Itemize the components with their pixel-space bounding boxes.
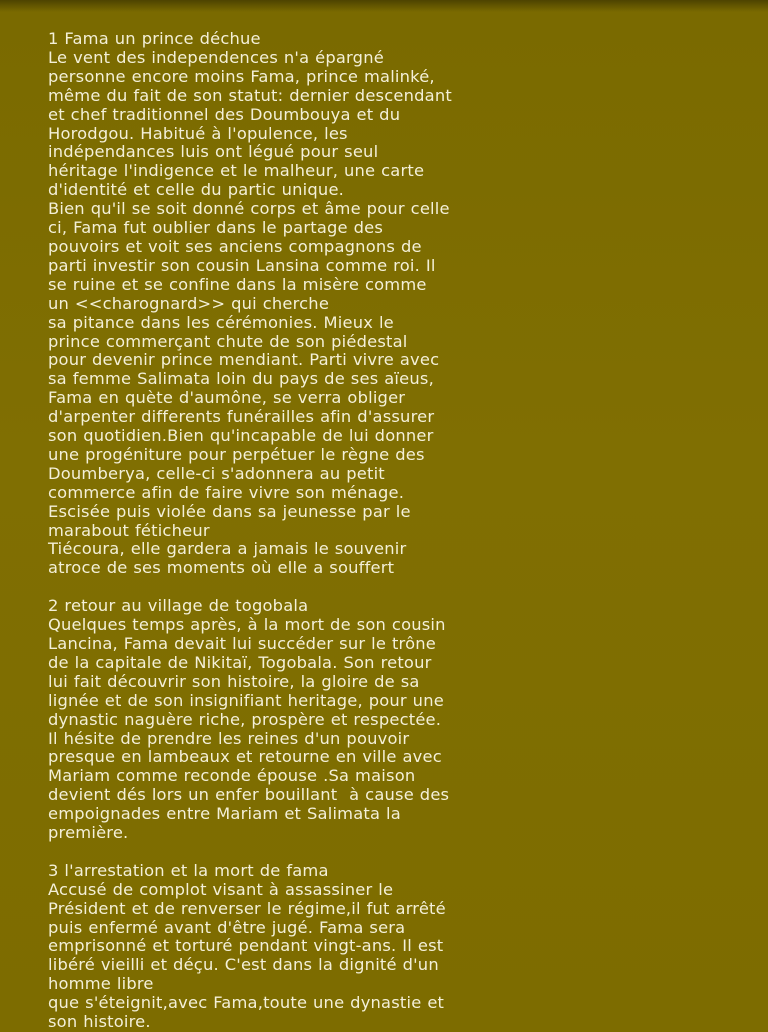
text-line: puis enfermé avant d'être jugé. Fama sera [48, 917, 406, 937]
text-line: pour devenir prince mendiant. Parti vivre avec [48, 350, 440, 370]
text-line: devient dés lors un enfer bouillant à cause des [48, 785, 450, 805]
text-line: même du fait de son statut: dernier descendant [48, 85, 452, 105]
section-3 [48, 862, 736, 1032]
text-line: d'identité et celle du partic unique. [48, 180, 345, 200]
text-line: que s'éteignit,avec Fama,toute une dynastie et [48, 993, 445, 1013]
text-line: pouvoirs et voit ses anciens compagnons de [48, 236, 422, 256]
text-line: un <<charognard>> qui cherche [48, 293, 330, 313]
text-line: se ruine et se confine dans la misère comme [48, 274, 427, 294]
text-line: d'arpenter differents funérailles afin d'assurer [48, 407, 435, 427]
text-line: emprisonné et torturé pendant vingt-ans. Il est [48, 936, 444, 956]
text-line: Lancina, Fama devait lui succéder sur le trône [48, 633, 436, 653]
document-text [48, 30, 736, 1032]
text-line: héritage l'indigence et le malheur, une carte [48, 161, 425, 181]
text-line: empoignades entre Mariam et Salimata la [48, 804, 401, 824]
text-line: presque en lambeaux et retourne en ville avec [48, 747, 442, 767]
text-line: parti investir son cousin Lansina comme roi. Il [48, 255, 436, 275]
text-line: sa pitance dans les cérémonies. Mieux le [48, 312, 394, 332]
text-line: sa femme Salimata loin du pays de ses aïeus, [48, 369, 434, 389]
text-line: commerce afin de faire vivre son ménage. [48, 482, 405, 502]
text-line: Horodgou. Habitué à l'opulence, les [48, 123, 348, 143]
text-line: et chef traditionnel des Doumbouya et du [48, 104, 401, 124]
text-line: Doumberya, celle-ci s'adonnera au petit [48, 463, 385, 483]
text-line: Fama en quète d'aumône, se verra obliger [48, 388, 406, 408]
text-line: Bien qu'il se soit donné corps et âme pour celle [48, 199, 450, 219]
text-line: son quotidien.Bien qu'incapable de lui donner [48, 426, 434, 446]
text-line: première. [48, 823, 129, 843]
text-line: personne encore moins Fama, prince malinké, [48, 66, 435, 86]
text-line: atroce de ses moments où elle a souffert [48, 558, 395, 578]
section-1 [48, 30, 736, 578]
section-heading: 2 retour au village de togobala [48, 596, 309, 616]
text-line: Mariam comme reconde épouse .Sa maison [48, 766, 416, 786]
text-line: Président et de renverser le régime,il fut arrêté [48, 898, 446, 918]
text-line: de la capitale de Nikitaï, Togobala. Son retour [48, 652, 432, 672]
text-line: prince commerçant chute de son piédestal [48, 331, 408, 351]
text-line: ci, Fama fut oublier dans le partage des [48, 218, 384, 238]
top-shadow [0, 0, 768, 12]
text-line: son histoire. [48, 1012, 151, 1032]
text-line: Il hésite de prendre les reines d'un pouvoir [48, 728, 410, 748]
text-line: Le vent des independences n'a épargné [48, 47, 384, 67]
text-line: Escisée puis violée dans sa jeunesse par le [48, 501, 411, 521]
text-line: indépendances luis ont légué pour seul [48, 142, 379, 162]
text-line: Quelques temps après, à la mort de son cousin [48, 615, 446, 635]
text-line: libéré vieilli et déçu. C'est dans la dignité d'un [48, 955, 439, 975]
text-line: marabout féticheur [48, 520, 210, 540]
text-line: une progéniture pour perpétuer le règne des [48, 444, 425, 464]
section-heading: 1 Fama un prince déchue [48, 29, 261, 48]
text-line: Tiécoura, elle gardera a jamais le souvenir [48, 539, 407, 559]
section-2 [48, 597, 736, 843]
text-line: lui fait découvrir son histoire, la gloire de sa [48, 671, 420, 691]
section-heading: 3 l'arrestation et la mort de fama [48, 860, 329, 880]
text-line: Accusé de complot visant à assassiner le [48, 879, 394, 899]
text-line: homme libre [48, 974, 154, 994]
text-line: lignée et de son insignifiant heritage, pour une [48, 690, 444, 710]
text-line: dynastic naguère riche, prospère et respectée. [48, 709, 442, 729]
